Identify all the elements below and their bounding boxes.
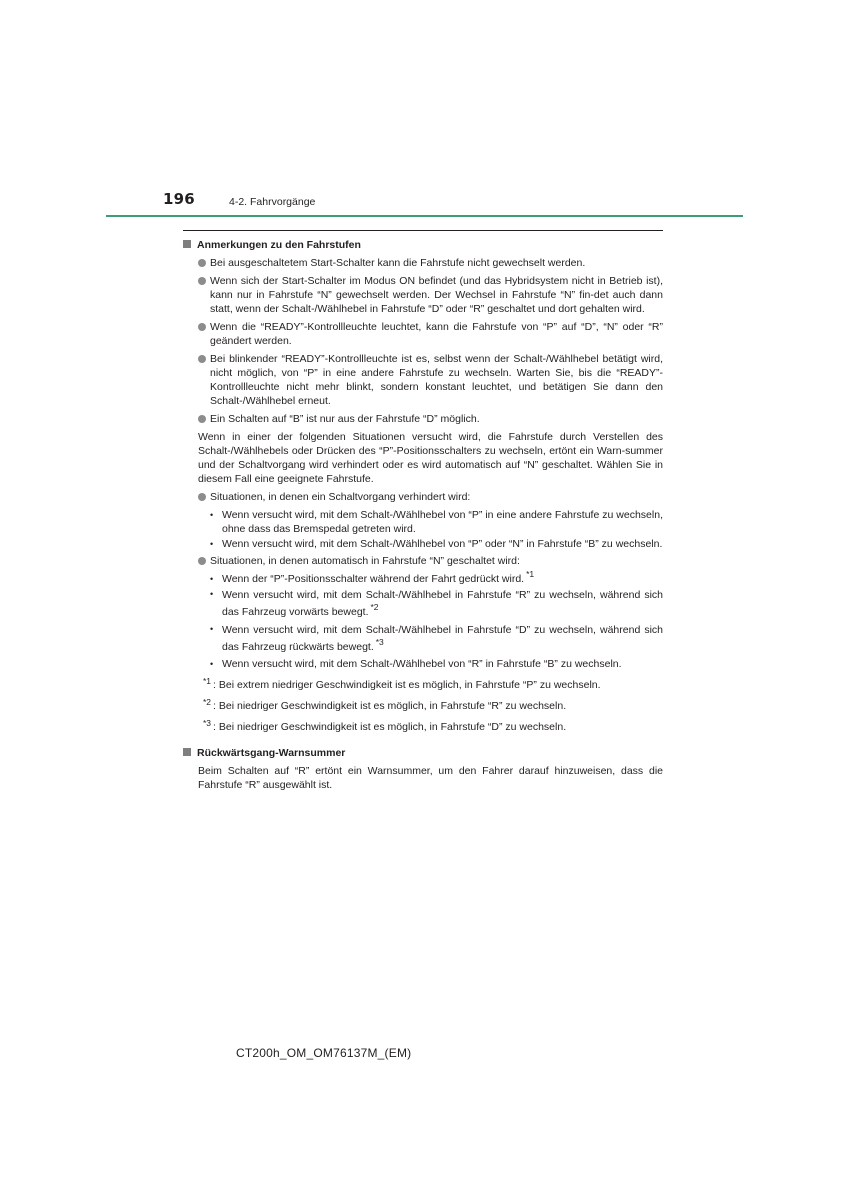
footnote-mark: *1 — [203, 676, 212, 686]
main-content — [183, 238, 663, 796]
sub-list-item — [183, 569, 663, 586]
paragraph: Wenn in einer der folgenden Situationen versucht wird, die Fahrstufe durch Verstellen des Schalt-/Wählhebels oder Drücken des “P”-Positionsschalters zu wechseln, ertönt ein Warn-summer und der Schaltvorgang wird verhindert oder es wird automatisch auf “N” geschaltet. Wählen Sie in diesem Fall eine geeignete Fahrstufe. — [198, 431, 663, 485]
section-heading — [183, 746, 663, 760]
sub-list-item — [183, 622, 663, 656]
footnote-text: : Bei niedriger Geschwindigkeit ist es möglich, in Fahrstufe “D” zu wechseln. — [213, 721, 567, 733]
sub-list-item-text — [222, 587, 663, 621]
sub-list-item-text: Wenn versucht wird, mit dem Schalt-/Wählhebel von “R” in Fahrstufe “B” zu wechseln. — [222, 658, 622, 670]
list-item — [183, 320, 663, 348]
footnote — [183, 720, 663, 734]
list-item-text: Situationen, in denen automatisch in Fahrstufe “N” geschaltet wird: — [210, 555, 520, 567]
footnote — [183, 699, 663, 713]
list-item — [183, 412, 663, 426]
list-item-text: Wenn sich der Start-Schalter im Modus ON befindet (und das Hybridsystem nicht in Betrieb ist), kann nur in Fahrstufe “N” gewechselt werden. Der Wechsel in Fahrstufe “N” fin-det auch dann statt, wenn der Schalt-/Wählhebel in Fahrstufe “D” oder “R” geschaltet und dort gehalten wird. — [210, 275, 663, 315]
sub-list-item — [183, 508, 663, 536]
section-title: Rückwärtsgang-Warnsummer — [197, 747, 346, 759]
round-bullet-icon — [198, 415, 206, 423]
round-bullet-icon — [198, 557, 206, 565]
sub-list-item-text: Wenn versucht wird, mit dem Schalt-/Wählhebel von “P” oder “N” in Fahrstufe “B” zu wechseln. — [222, 538, 663, 550]
sub-list-item-text — [222, 569, 663, 586]
small-bullet-icon: • — [210, 539, 214, 549]
content-top-rule — [183, 230, 663, 231]
list-item-text: Ein Schalten auf “B” ist nur aus der Fahrstufe “D” möglich. — [210, 413, 480, 425]
footnote-ref: *1 — [526, 569, 535, 579]
list-item-text: Bei blinkender “READY”-Kontrollleuchte ist es, selbst wenn der Schalt-/Wählhebel betätigt wird, nicht möglich, von “P” in eine andere Fahrstufe zu wechseln. Warten Sie, bis die “READY”-Kontrollleuchte nicht mehr blinkt, sondern konstant leuchtet, und betätigen Sie dann den Schalt-/Wählhebel erneut. — [210, 353, 663, 407]
footnote-ref: *2 — [370, 602, 379, 612]
footnote-text: : Bei extrem niedriger Geschwindigkeit ist es möglich, in Fahrstufe “P” zu wechseln. — [213, 679, 601, 691]
round-bullet-icon — [198, 355, 206, 363]
round-bullet-icon — [198, 493, 206, 501]
small-bullet-icon: • — [210, 589, 214, 599]
sub-list-item-body: Wenn versucht wird, mit dem Schalt-/Wählhebel in Fahrstufe “R” zu wechseln, während sich das Fahrzeug vorwärts bewegt. — [222, 589, 663, 618]
round-bullet-icon — [198, 259, 206, 267]
sub-list-item — [183, 587, 663, 621]
list-item — [183, 256, 663, 270]
square-bullet-icon — [183, 748, 191, 756]
small-bullet-icon: • — [210, 624, 214, 634]
list-item-text: Bei ausgeschaltetem Start-Schalter kann die Fahrstufe nicht gewechselt werden. — [210, 257, 586, 269]
sub-list-item-text — [222, 622, 663, 656]
footnote — [183, 678, 663, 692]
square-bullet-icon — [183, 240, 191, 248]
header-rule — [106, 215, 743, 217]
sub-list-item-body: Wenn der “P”-Positionsschalter während der Fahrt gedrückt wird. — [222, 573, 525, 585]
section-heading — [183, 238, 663, 252]
paragraph: Beim Schalten auf “R” ertönt ein Warnsummer, um den Fahrer darauf hinzuweisen, dass die Fahrstufe “R” ausgewählt ist. — [198, 765, 663, 791]
document-code: CT200h_OM_OM76137M_(EM) — [236, 1046, 412, 1060]
footnote-mark: *2 — [203, 697, 212, 707]
page-number: 196 — [163, 190, 195, 208]
section-title: Anmerkungen zu den Fahrstufen — [197, 239, 361, 251]
round-bullet-icon — [198, 323, 206, 331]
list-item-text: Wenn die “READY”-Kontrollleuchte leuchtet, kann die Fahrstufe von “P” auf “D”, “N” oder “R” geändert werden. — [210, 321, 663, 347]
footnote-ref: *3 — [375, 637, 384, 647]
sub-list-item — [183, 657, 663, 671]
list-item — [183, 490, 663, 504]
list-item — [183, 352, 663, 408]
sub-list-item-body: Wenn versucht wird, mit dem Schalt-/Wählhebel in Fahrstufe “D” zu wechseln, während sich das Fahrzeug rückwärts bewegt. — [222, 624, 663, 653]
sub-list-item — [183, 537, 663, 551]
small-bullet-icon: • — [210, 510, 214, 520]
footnote-mark: *3 — [203, 718, 212, 728]
sub-list-item-text: Wenn versucht wird, mit dem Schalt-/Wählhebel von “P” in eine andere Fahrstufe zu wechseln, ohne dass das Bremspedal getreten wird. — [222, 509, 663, 535]
footnote-text: : Bei niedriger Geschwindigkeit ist es möglich, in Fahrstufe “R” zu wechseln. — [213, 700, 567, 712]
small-bullet-icon: • — [210, 659, 214, 669]
small-bullet-icon: • — [210, 574, 214, 584]
round-bullet-icon — [198, 277, 206, 285]
list-item-text: Situationen, in denen ein Schaltvorgang verhindert wird: — [210, 491, 471, 503]
chapter-title: 4-2. Fahrvorgänge — [229, 196, 316, 208]
list-item — [183, 554, 663, 568]
list-item — [183, 274, 663, 316]
